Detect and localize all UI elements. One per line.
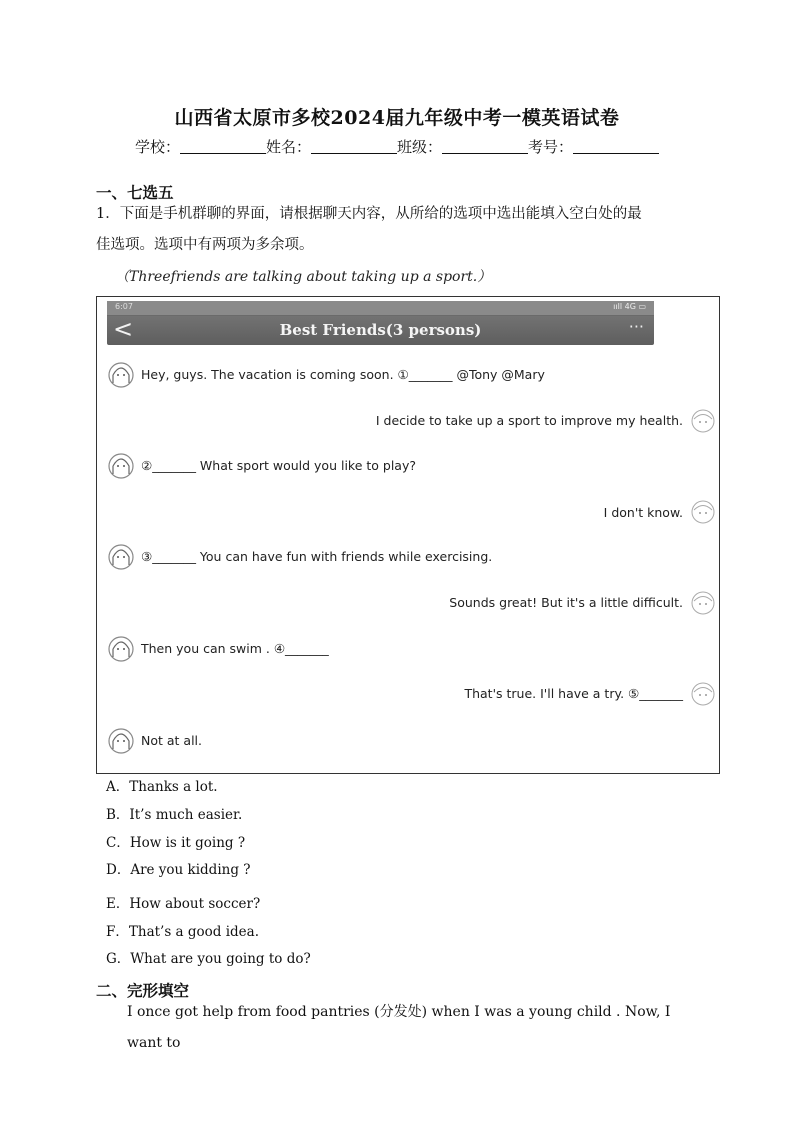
more-icon[interactable]: ··· — [628, 317, 644, 336]
chat-message: ②_______ What sport would you like to play? — [141, 458, 416, 473]
section2-heading: 二、完形填空 — [96, 981, 190, 1000]
avatar-icon — [107, 635, 135, 663]
number-blank[interactable] — [573, 139, 659, 154]
avatar-icon — [107, 452, 135, 480]
status-time: 6:07 — [115, 302, 133, 311]
school-blank[interactable] — [180, 139, 266, 154]
exam-title: 山西省太原市多校2024届九年级中考一模英语试卷 — [174, 107, 620, 129]
avatar-icon — [107, 727, 135, 755]
student-info-line — [0, 136, 794, 157]
name-label: 姓名： — [265, 138, 311, 156]
avatar-icon — [689, 407, 717, 435]
signal-icon: ııll 4G ▭ — [613, 302, 646, 311]
question-text-line2: 佳选项。选项中有两项为多余项。 — [96, 237, 314, 253]
avatar-icon — [107, 543, 135, 571]
status-bar — [107, 301, 654, 316]
avatar-icon — [107, 361, 135, 389]
chat-message: Hey, guys. The vacation is coming soon. ①_______ @Tony @Mary — [141, 367, 545, 382]
option-e: E．How about soccer? — [106, 896, 261, 912]
chat-message: Sounds great! But it's a little difficult. — [449, 595, 683, 610]
chat-message: That's true. I'll have a try. ⑤_______ — [464, 686, 683, 701]
option-f: F．That’s a good idea. — [106, 924, 260, 940]
question-text-line1: 1．下面是手机群聊的界面，请根据聊天内容，从所给的选项中选出能填入空白处的最 — [96, 206, 642, 222]
option-d: D．Are you kidding ? — [106, 862, 251, 878]
name-blank[interactable] — [311, 139, 397, 154]
context-note: （Threefriends are talking about taking up a sport.） — [115, 269, 492, 285]
option-c: C．How is it going ? — [106, 835, 246, 851]
chat-title: Best Friends(3 persons) — [279, 321, 482, 339]
cloze-passage-line1: I once got help from food pantries (分发处) when I was a young child . Now, I want to — [127, 1004, 671, 1051]
option-g: G．What are you going to do? — [106, 951, 311, 967]
chat-message: Then you can swim . ④_______ — [141, 641, 329, 656]
option-a: A．Thanks a lot. — [106, 779, 218, 795]
section1-heading: 一、七选五 — [96, 183, 174, 202]
chat-message: I decide to take up a sport to improve my health. — [375, 413, 683, 428]
number-label: 考号： — [528, 138, 574, 156]
option-b: B．It’s much easier. — [106, 807, 243, 823]
chat-screenshot — [96, 296, 720, 774]
avatar-icon — [689, 498, 717, 526]
chat-message: Not at all. — [141, 733, 202, 748]
school-label: 学校： — [134, 138, 180, 156]
chat-header-bar — [107, 301, 654, 345]
chat-message: I don't know. — [603, 505, 683, 520]
avatar-icon — [689, 589, 717, 617]
back-icon[interactable]: < — [113, 315, 134, 343]
class-label: 班级： — [397, 138, 443, 156]
class-blank[interactable] — [442, 139, 528, 154]
chat-message: ③_______ You can have fun with friends while exercising. — [141, 549, 493, 564]
avatar-icon — [689, 680, 717, 708]
